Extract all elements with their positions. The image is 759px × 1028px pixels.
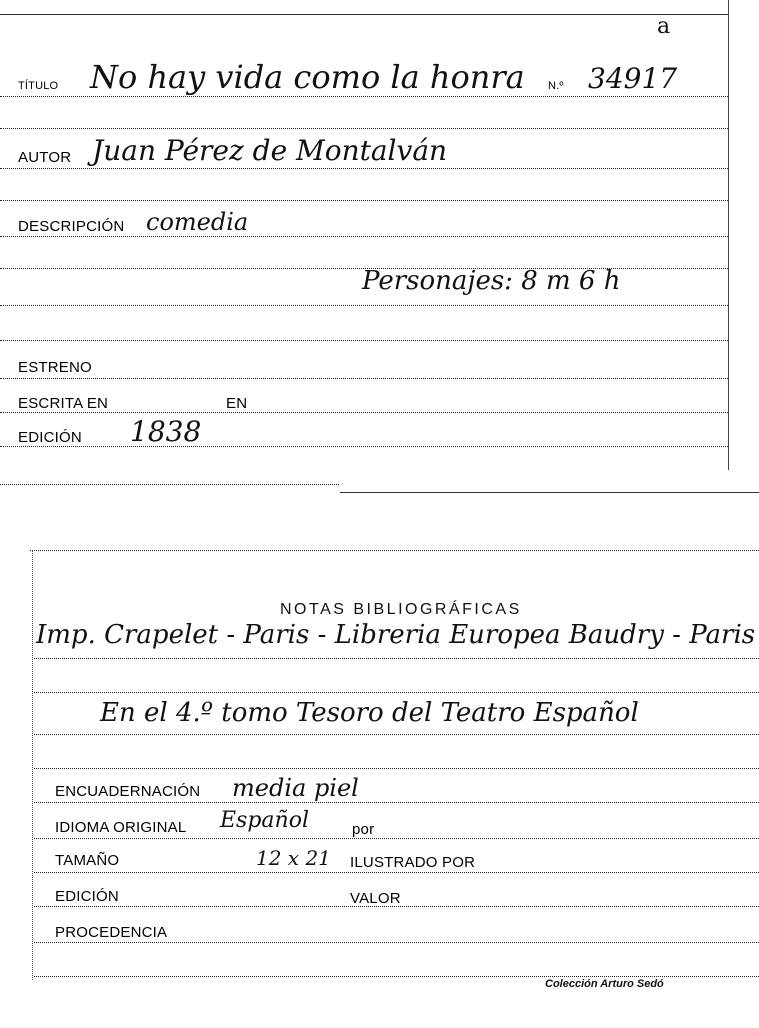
en-label: EN (226, 395, 248, 412)
rule-final (34, 976, 759, 977)
numero-label: N.º (548, 80, 564, 92)
rule-notes-1 (34, 658, 759, 659)
por-label: por (352, 821, 375, 838)
rule-autor (0, 168, 728, 169)
encuadernacion-value: media piel (232, 774, 359, 802)
valor-label: VALOR (350, 890, 401, 907)
idioma-value: Español (220, 808, 309, 833)
card-right-edge (728, 0, 729, 470)
escrita-label: ESCRITA EN (18, 395, 109, 412)
rule-4 (0, 200, 728, 201)
edicion-label: EDICIÓN (18, 429, 82, 446)
rule-edicion (0, 446, 728, 447)
tamano-label: TAMAÑO (55, 852, 120, 869)
card-left-edge (32, 550, 33, 980)
rule-8 (0, 340, 728, 341)
rule-idioma (34, 838, 759, 839)
card-top-edge (0, 14, 728, 15)
personajes-note: Personajes: 8 m 6 h (362, 266, 621, 296)
idioma-label: IDIOMA ORIGINAL (55, 819, 187, 836)
rule-encuadernacion (34, 802, 759, 803)
rule-notes-4 (34, 768, 759, 769)
rule-notes-2 (34, 692, 759, 693)
rule-notes-3 (34, 734, 759, 735)
rule-edicion-2 (34, 906, 759, 907)
procedencia-label: PROCEDENCIA (55, 924, 168, 941)
notes-line-2: En el 4.º tomo Tesoro del Teatro Español (100, 698, 639, 728)
titulo-value: No hay vida como la honra (90, 58, 525, 96)
card-top-edge-2 (30, 550, 759, 551)
edicion-label-2: EDICIÓN (55, 888, 119, 905)
rule-7 (0, 305, 728, 306)
collection-footer: Colección Arturo Sedó (545, 978, 664, 990)
rule-procedencia (34, 942, 759, 943)
card-bottom-edge-dotted (0, 484, 339, 485)
descripcion-label: DESCRIPCIÓN (18, 218, 125, 235)
catalog-card-top (0, 0, 759, 492)
edicion-value: 1838 (130, 415, 202, 448)
corner-mark: a (657, 14, 671, 39)
rule-tamano (34, 872, 759, 873)
ilustrado-label: ILUSTRADO POR (350, 854, 476, 871)
rule-escrita (0, 412, 728, 413)
estreno-label: ESTRENO (18, 359, 92, 376)
autor-value: Juan Pérez de Montalván (92, 134, 448, 167)
numero-value: 34917 (588, 62, 678, 95)
tamano-value: 12 x 21 (256, 846, 331, 870)
rule-2 (0, 128, 728, 129)
titulo-label: TÍTULO (18, 80, 59, 92)
notes-line-1: Imp. Crapelet - Paris - Libreria Europea Baudry - Paris (36, 620, 756, 650)
descripcion-value: comedia (146, 208, 249, 236)
autor-label: AUTOR (18, 149, 72, 166)
card-bottom-edge (340, 492, 759, 493)
encuadernacion-label: ENCUADERNACIÓN (55, 783, 201, 800)
catalog-card-bottom (0, 540, 759, 1010)
rule-descripcion (0, 236, 728, 237)
rule-titulo (0, 96, 728, 97)
rule-estreno (0, 378, 728, 379)
notas-heading: NOTAS BIBLIOGRÁFICAS (280, 601, 522, 618)
